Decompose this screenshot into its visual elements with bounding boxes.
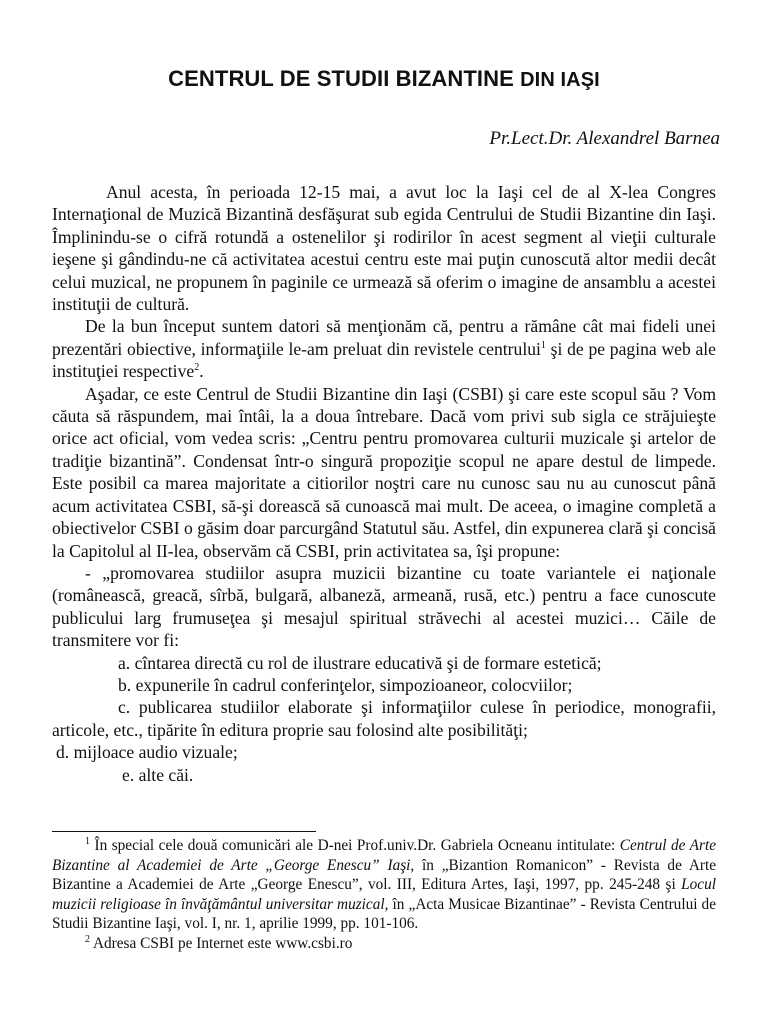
author-line: Pr.Lect.Dr. Alexandrel Barnea xyxy=(489,128,720,149)
paragraph-1: Anul acesta, în perioada 12-15 mai, a avut loc la Iaşi cel de al X-lea Congres Internaţional de Muzică Bizantină desfăşurat sub egida Centrului de Studii Bizantine din Iaşi. Împlinindu-se o cifră rotundă a ostenelilor şi rodirilor în acest segment al vieţii culturale ieşene şi gândindu-ne că activitatea acestui centru este mai puţin cunoscută altor medii decât celui muzical, ne propunem în paginile ce urmează să oferim o imagine de ansamblu a acestei instituţii de cultură. xyxy=(52,182,716,315)
footnotes xyxy=(52,836,716,953)
footnote-divider xyxy=(52,831,316,832)
title-main: CENTRUL DE STUDII BIZANTINE xyxy=(168,66,514,91)
footnote-number-1: 1 xyxy=(85,835,90,847)
list-item-b: b. expunerile în cadrul conferinţelor, simpozioaneor, colocviilor; xyxy=(118,674,573,695)
page-title xyxy=(0,66,768,92)
footnote-ref-2: 2 xyxy=(194,362,200,374)
article-body xyxy=(52,181,716,786)
footnote-2: $^2$ Adresa CSBI pe Internet este www.csbi.ro xyxy=(85,933,353,952)
footnote-ref-1: 1 xyxy=(540,339,546,351)
paragraph-3: Aşadar, ce este Centrul de Studii Bizantine din Iaşi (CSBI) şi care este scopul său ? Vom căuta să răspundem, mai întâi, la a doua întrebare. Dacă vom privi sub sigla ce străjuieşte orice act oficial, vom vedea scris: „Centru pentru promovarea culturii muzicale şi artelor de tradiţie bizantină”. Condensat într-o singură propoziţie scopul ne apare destul de limpede. Este posibil ca marea majoritate a citiorilor noştri care nu cunosc sau nu au cunoscut până acum activitatea CSBI, să-şi dorească să cunoască mai mult. De aceea, o imagine completă a obiectivelor CSBI o găsim doar parcurgând Statutul său. Astfel, din expunerea clară şi concisă la Capitolul al II-lea, observăm că CSBI, prin activitatea sa, îşi propune: xyxy=(52,383,716,561)
paragraph-2: De la bun început suntem datori să menţionăm că, pentru a rămâne cât mai fideli unei prezentări obiective, informaţiile le-am preluat din revistele centrului$^1$ şi de pe pagina web ale instituţiei respective$^2$. xyxy=(52,316,716,382)
footnote-number-2: 2 xyxy=(85,933,90,945)
title-tail: DIN IAŞI xyxy=(520,69,600,91)
list-item-d: d. mijloace audio vizuale; xyxy=(56,742,238,763)
footnote-1: $^1$ În special cele două comunicări ale D-nei Prof.univ.Dr. Gabriela Ocneanu intitulate: Centrul de Arte Bizantine al Academiei de Arte „George Enescu” Iaşi, în „Bizantion Romanicon” - Revista de Arte Bizantine a Academiei de Arte „George Enescu”, vol. III, Editura Artes, Iaşi, 1997, pp. 245-248 şi Locul muzicii religioase în învăţământul universitar muzical, în „Acta Musicae Bizantinae” - Revista Centrului de Studii Bizantine Iaşi, vol. I, nr. 1, aprilie 1999, pp. 101-106. xyxy=(52,835,716,932)
paragraph-4: - „promovarea studiilor asupra muzicii bizantine cu toate variantele ei naţionale (românească, greacă, sîrbă, bulgară, albaneză, armeană, rusă, etc.) pentru a face cunoscute publicului larg frumuseţea şi mesajul spiritual străvechi al acestei muzici… Căile de transmitere vor fi: xyxy=(52,562,716,651)
list-item-a: a. cîntarea directă cu rol de ilustrare educativă şi de formare estetică; xyxy=(118,652,602,673)
list-item-e: e. alte căi. xyxy=(122,764,194,785)
list-item-c: c. publicarea studiilor elaborate şi informaţiilor culese în periodice, monografii, articole, etc., tipărite în editura proprie sau folosind alte posibilităţi; xyxy=(52,697,716,740)
